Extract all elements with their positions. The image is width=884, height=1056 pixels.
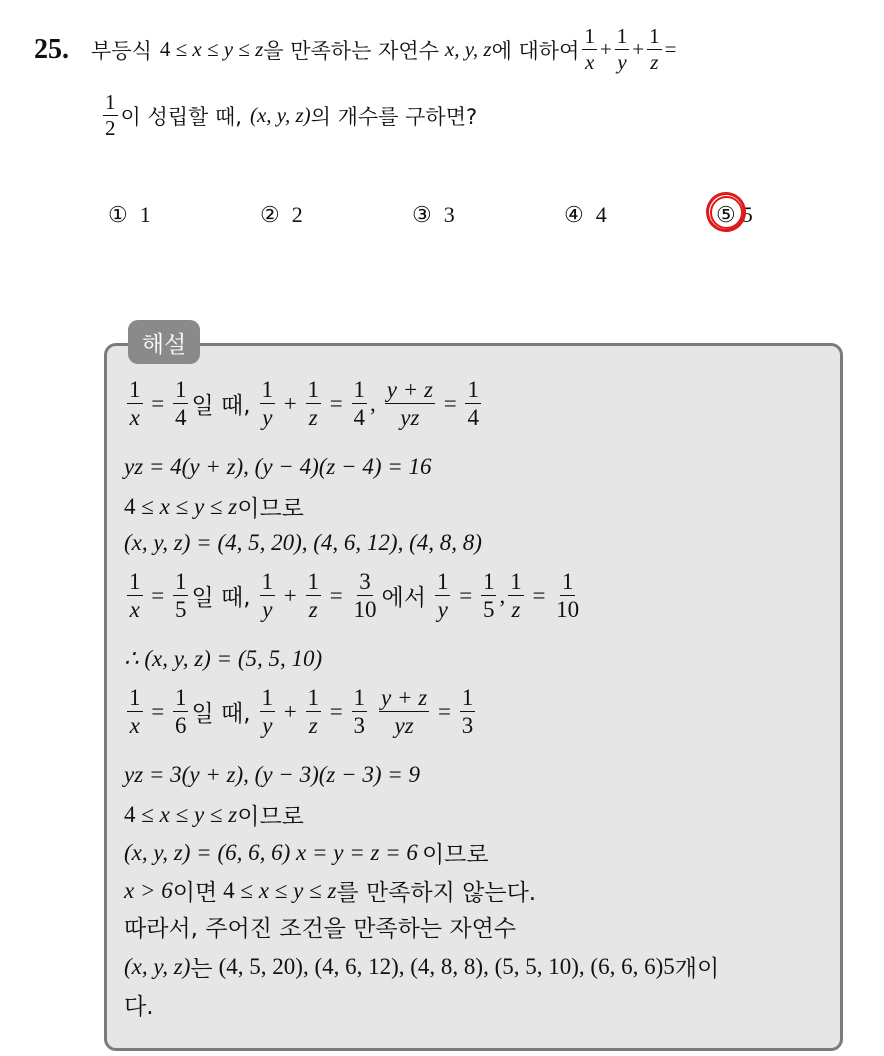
if-text: 이면	[172, 880, 218, 906]
when-text-2: 일 때,	[191, 585, 251, 611]
condition-text: 을 만족하는 자연수	[263, 38, 439, 63]
choice-3-symbol: ③	[412, 202, 432, 227]
choice-5[interactable]	[716, 202, 753, 228]
therefore-text-2: 이므로	[237, 804, 304, 830]
count-text: 개이	[674, 956, 720, 982]
answer-circle-mark-inner	[710, 196, 743, 229]
choice-5-symbol: ⑤	[716, 202, 736, 227]
solution-line-10	[124, 836, 489, 869]
solution-line-14: 다.	[124, 994, 154, 1020]
solution-list: (4, 5, 20), (4, 6, 12), (4, 8, 8), (5, 5, 10), (6, 6, 6)5	[218, 953, 675, 979]
solution-line-1: $\frac{1}{x}$ = $\frac{1}{4}$ 일 때, $\frac{1}{y}$ + $\frac{1}{z}$ = $\frac{1}{4}$ , $\frac{y + z}{yz}$ = $\frac{1}{4}$	[129, 377, 479, 430]
solution-line-5: $\frac{1}{x}$ = $\frac{1}{5}$ 일 때, $\frac{1}{y}$ + $\frac{1}{z}$ = $\frac{3}{10}$ 에서 $\frac{1}{y}$ = $\frac{1}{5}$ , $\frac{1}{z}$ = $\frac{1}{10}$	[129, 569, 580, 622]
fraction-1-over-y: $\frac{1}{y}$	[616, 24, 628, 74]
intro-text: 부등식	[91, 38, 152, 63]
question-line-2	[100, 92, 477, 139]
solution-line-3: 4 ≤ x ≤ y ≤ z 이므로	[124, 490, 304, 523]
question-number: 25.	[34, 33, 69, 65]
choice-1[interactable]	[108, 202, 151, 228]
x-greater-6: x > 6	[124, 877, 173, 903]
from-text: 에서	[381, 585, 426, 611]
condition-holds-text: 이 성립할 때,	[120, 104, 242, 129]
choice-2[interactable]	[260, 202, 303, 228]
six-triple: (x, y, z) = (6, 6, 6) x = y = z = 6	[124, 839, 418, 865]
choice-1-value: 1	[139, 202, 151, 227]
choice-1-symbol: ①	[108, 202, 128, 227]
variables: x, y, z	[444, 37, 492, 61]
choice-4-value: 4	[595, 202, 607, 227]
solution-line-13	[124, 950, 719, 983]
solution-line-2: yz = 4(y + z), (y − 4)(z − 4) = 16	[124, 454, 432, 479]
choice-3-value: 3	[443, 202, 455, 227]
solution-line-9: 4 ≤ x ≤ y ≤ z 이므로	[124, 798, 304, 831]
choice-3[interactable]	[412, 202, 455, 228]
ask-text: 의 개수를 구하면?	[310, 104, 478, 129]
about-text: 에 대하여	[491, 38, 580, 63]
triple-final: (x, y, z)	[124, 953, 191, 979]
solution-line-8: yz = 3(y + z), (y − 3)(z − 3) = 9	[124, 762, 421, 787]
when-text-3: 일 때,	[191, 701, 251, 727]
topic-particle: 는	[190, 956, 213, 982]
when-text-1: 일 때,	[191, 393, 251, 419]
choice-2-value: 2	[291, 202, 303, 227]
fraction-1-over-2: $\frac{1}{2}$	[105, 90, 116, 140]
not-satisfy-text: 를 만족하지 않는다.	[336, 880, 537, 906]
therefore-text-1: 이므로	[237, 496, 304, 522]
answer-choices	[108, 202, 808, 242]
fraction-1-over-x: $\frac{1}{x}$	[584, 24, 595, 74]
solution-line-4: (x, y, z) = (4, 5, 20), (4, 6, 12), (4, 8, 8)	[124, 530, 482, 555]
choice-5-value: 5	[741, 202, 753, 227]
solution-line-12: 따라서, 주어진 조건을 만족하는 자연수	[124, 916, 517, 942]
solution-label: 해설	[128, 320, 200, 364]
solution-line-7: $\frac{1}{x}$ = $\frac{1}{6}$ 일 때, $\frac{1}{y}$ + $\frac{1}{z}$ = $\frac{1}{3}$ $\frac{y + z}{yz}$ = $\frac{1}{3}$	[129, 685, 474, 738]
solution-line-11: x > 6 이면 4 ≤ x ≤ y ≤ z 를 만족하지 않는다.	[124, 874, 536, 907]
fraction-1-over-z: $\frac{1}{z}$	[649, 24, 660, 74]
choice-4[interactable]	[564, 202, 607, 228]
solution-line-6: ∴ (x, y, z) = (5, 5, 10)	[124, 646, 323, 671]
therefore-text-3: 이므로	[421, 842, 489, 868]
choice-2-symbol: ②	[260, 202, 280, 227]
inequality: 4 ≤ x ≤ y ≤ z	[159, 37, 264, 61]
question-line-1: 25. 부등식 4 ≤ x ≤ y ≤ z 을 만족하는 자연수 x, y, z 에 대하여 $\frac{1}{x}$ + $\frac{1}{y}$ + $\frac{1}{z}$ =	[34, 24, 677, 74]
triple-label: (x, y, z)	[249, 103, 311, 127]
choice-4-symbol: ④	[564, 202, 584, 227]
